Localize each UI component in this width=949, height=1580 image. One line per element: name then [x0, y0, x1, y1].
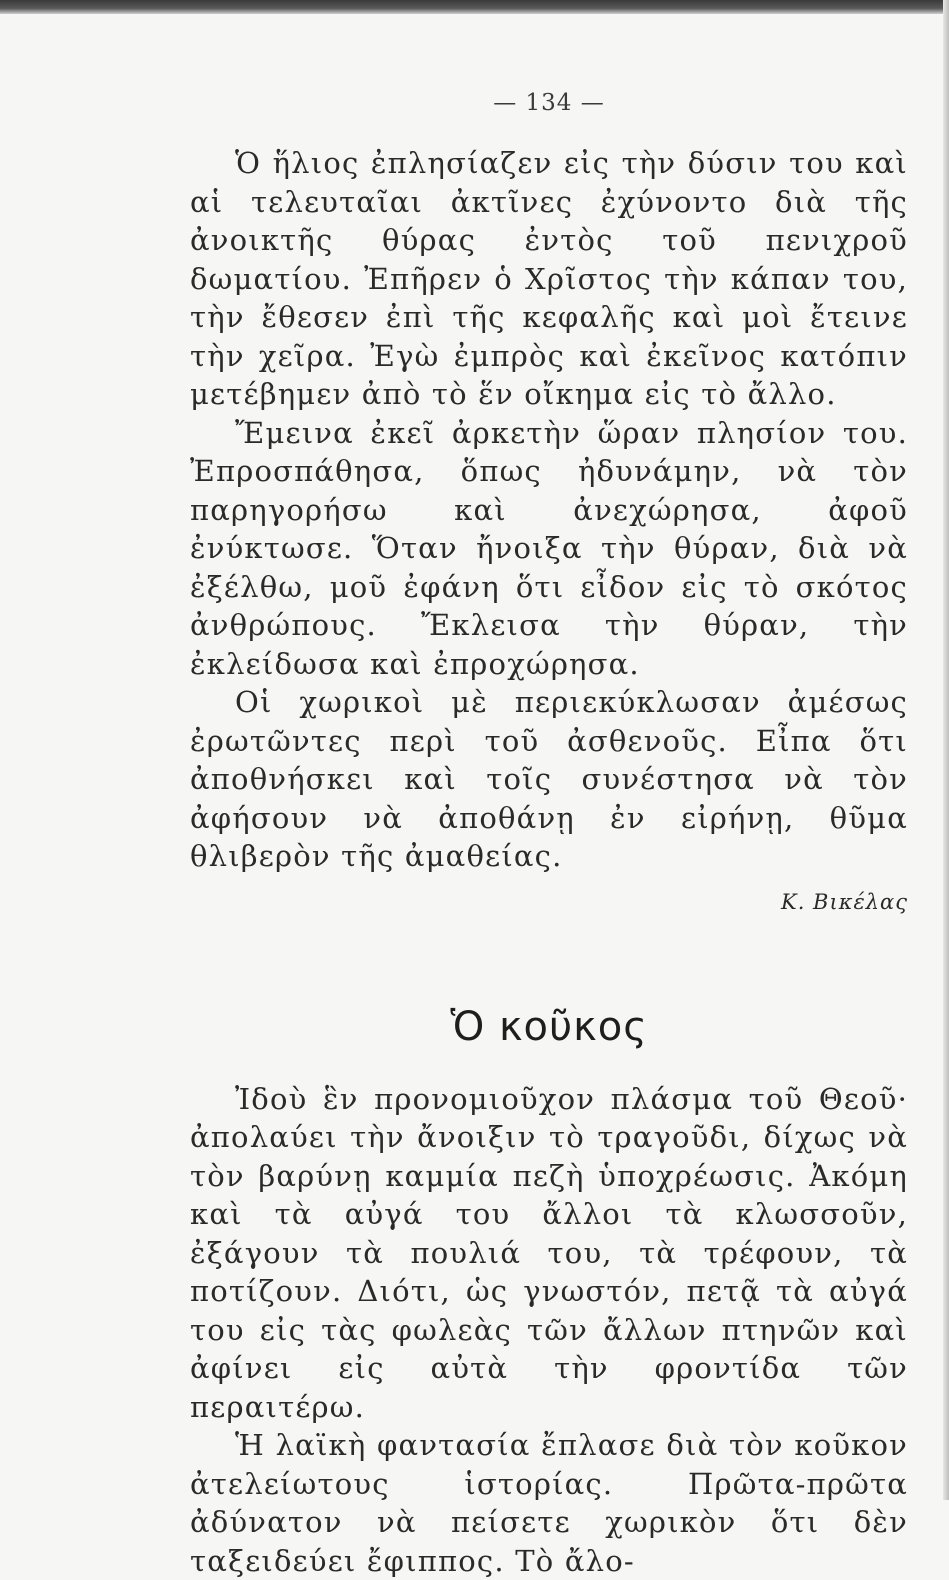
scan-top-edge	[0, 0, 949, 14]
section-title: Ὁ κοῦκος	[450, 1003, 648, 1050]
scan-right-edge	[943, 0, 949, 1500]
paragraph: Ἡ λαϊκὴ φαντασία ἔπλασε διὰ τὸν κοῦκον ἀτελείωτους ἱστορίας. Πρῶτα-πρῶτα ἀδύνατον νὰ πείσετε χωρικὸν ὅτι δὲν ταξειδεύει ἔφιππος. Τὸ ἄλο-	[190, 1428, 908, 1578]
page-number: — 134 —	[493, 90, 605, 116]
paragraph: Ὁ ἥλιος ἐπλησίαζεν εἰς τὴν δύσιν του καὶ αἱ τελευταῖαι ἀκτῖνες ἐχύνοντο διὰ τῆς ἀνοικτῆς θύρας ἐντὸς τοῦ πενιχροῦ δωματίου. Ἐπῆρεν ὁ Χρῖστος τὴν κάπαν του, τὴν ἔθεσεν ἐπὶ τῆς κεφαλῆς καὶ μοὶ ἔτεινε τὴν χεῖρα. Ἐγὼ ἐμπρὸς καὶ ἐκεῖνος κατόπιν μετέβημεν ἀπὸ τὸ ἕν οἴκημα εἰς τὸ ἄλλο.	[190, 146, 908, 411]
author-signature: Κ. Βικέλας	[781, 889, 908, 914]
paragraph: Ἰδοὺ ἓν προνομιοῦχον πλάσμα τοῦ Θεοῦ· ἀπολαύει τὴν ἄνοιξιν τὸ τραγοῦδι, δίχως νὰ τὸν βαρύνῃ καμμία πεζὴ ὑποχρέωσις. Ἀκόμη καὶ τὰ αὐγά του ἄλλοι τὰ κλωσσοῦν, ἐξάγουν τὰ πουλιά του, τὰ τρέφουν, τὰ ποτίζουν. Διότι, ὡς γνωστόν, πετᾷ τὰ αὐγά του εἰς τὰς φωλεὰς τῶν ἄλλων πτηνῶν καὶ ἀφίνει εἰς αὐτὰ τὴν φροντίδα τῶν περαιτέρω.	[190, 1081, 908, 1424]
paragraph: Οἱ χωρικοὶ μὲ περιεκύκλωσαν ἀμέσως ἐρωτῶντες περὶ τοῦ ἀσθενοῦς. Εἶπα ὅτι ἀποθνήσκει καὶ τοῖς συνέστησα νὰ τὸν ἀφήσουν νὰ ἀποθάνῃ ἐν εἰρήνῃ, θῦμα θλιβερὸν τῆς ἀμαθείας.	[190, 685, 908, 873]
paragraph: Ἔμεινα ἐκεῖ ἀρκετὴν ὥραν πλησίον του. Ἐπροσπάθησα, ὅπως ἠδυνάμην, νὰ τὸν παρηγορήσω καὶ ἀνεχώρησα, ἀφοῦ ἐνύκτωσε. Ὅταν ἤνοιξα τὴν θύραν, διὰ νὰ ἐξέλθω, μοῦ ἐφάνη ὅτι εἶδον εἰς τὸ σκότος ἀνθρώπους. Ἔκλεισα τὴν θύραν, τὴν ἐκλείδωσα καὶ ἐπροχώρησα.	[190, 415, 908, 681]
book-page	[190, 90, 908, 1580]
